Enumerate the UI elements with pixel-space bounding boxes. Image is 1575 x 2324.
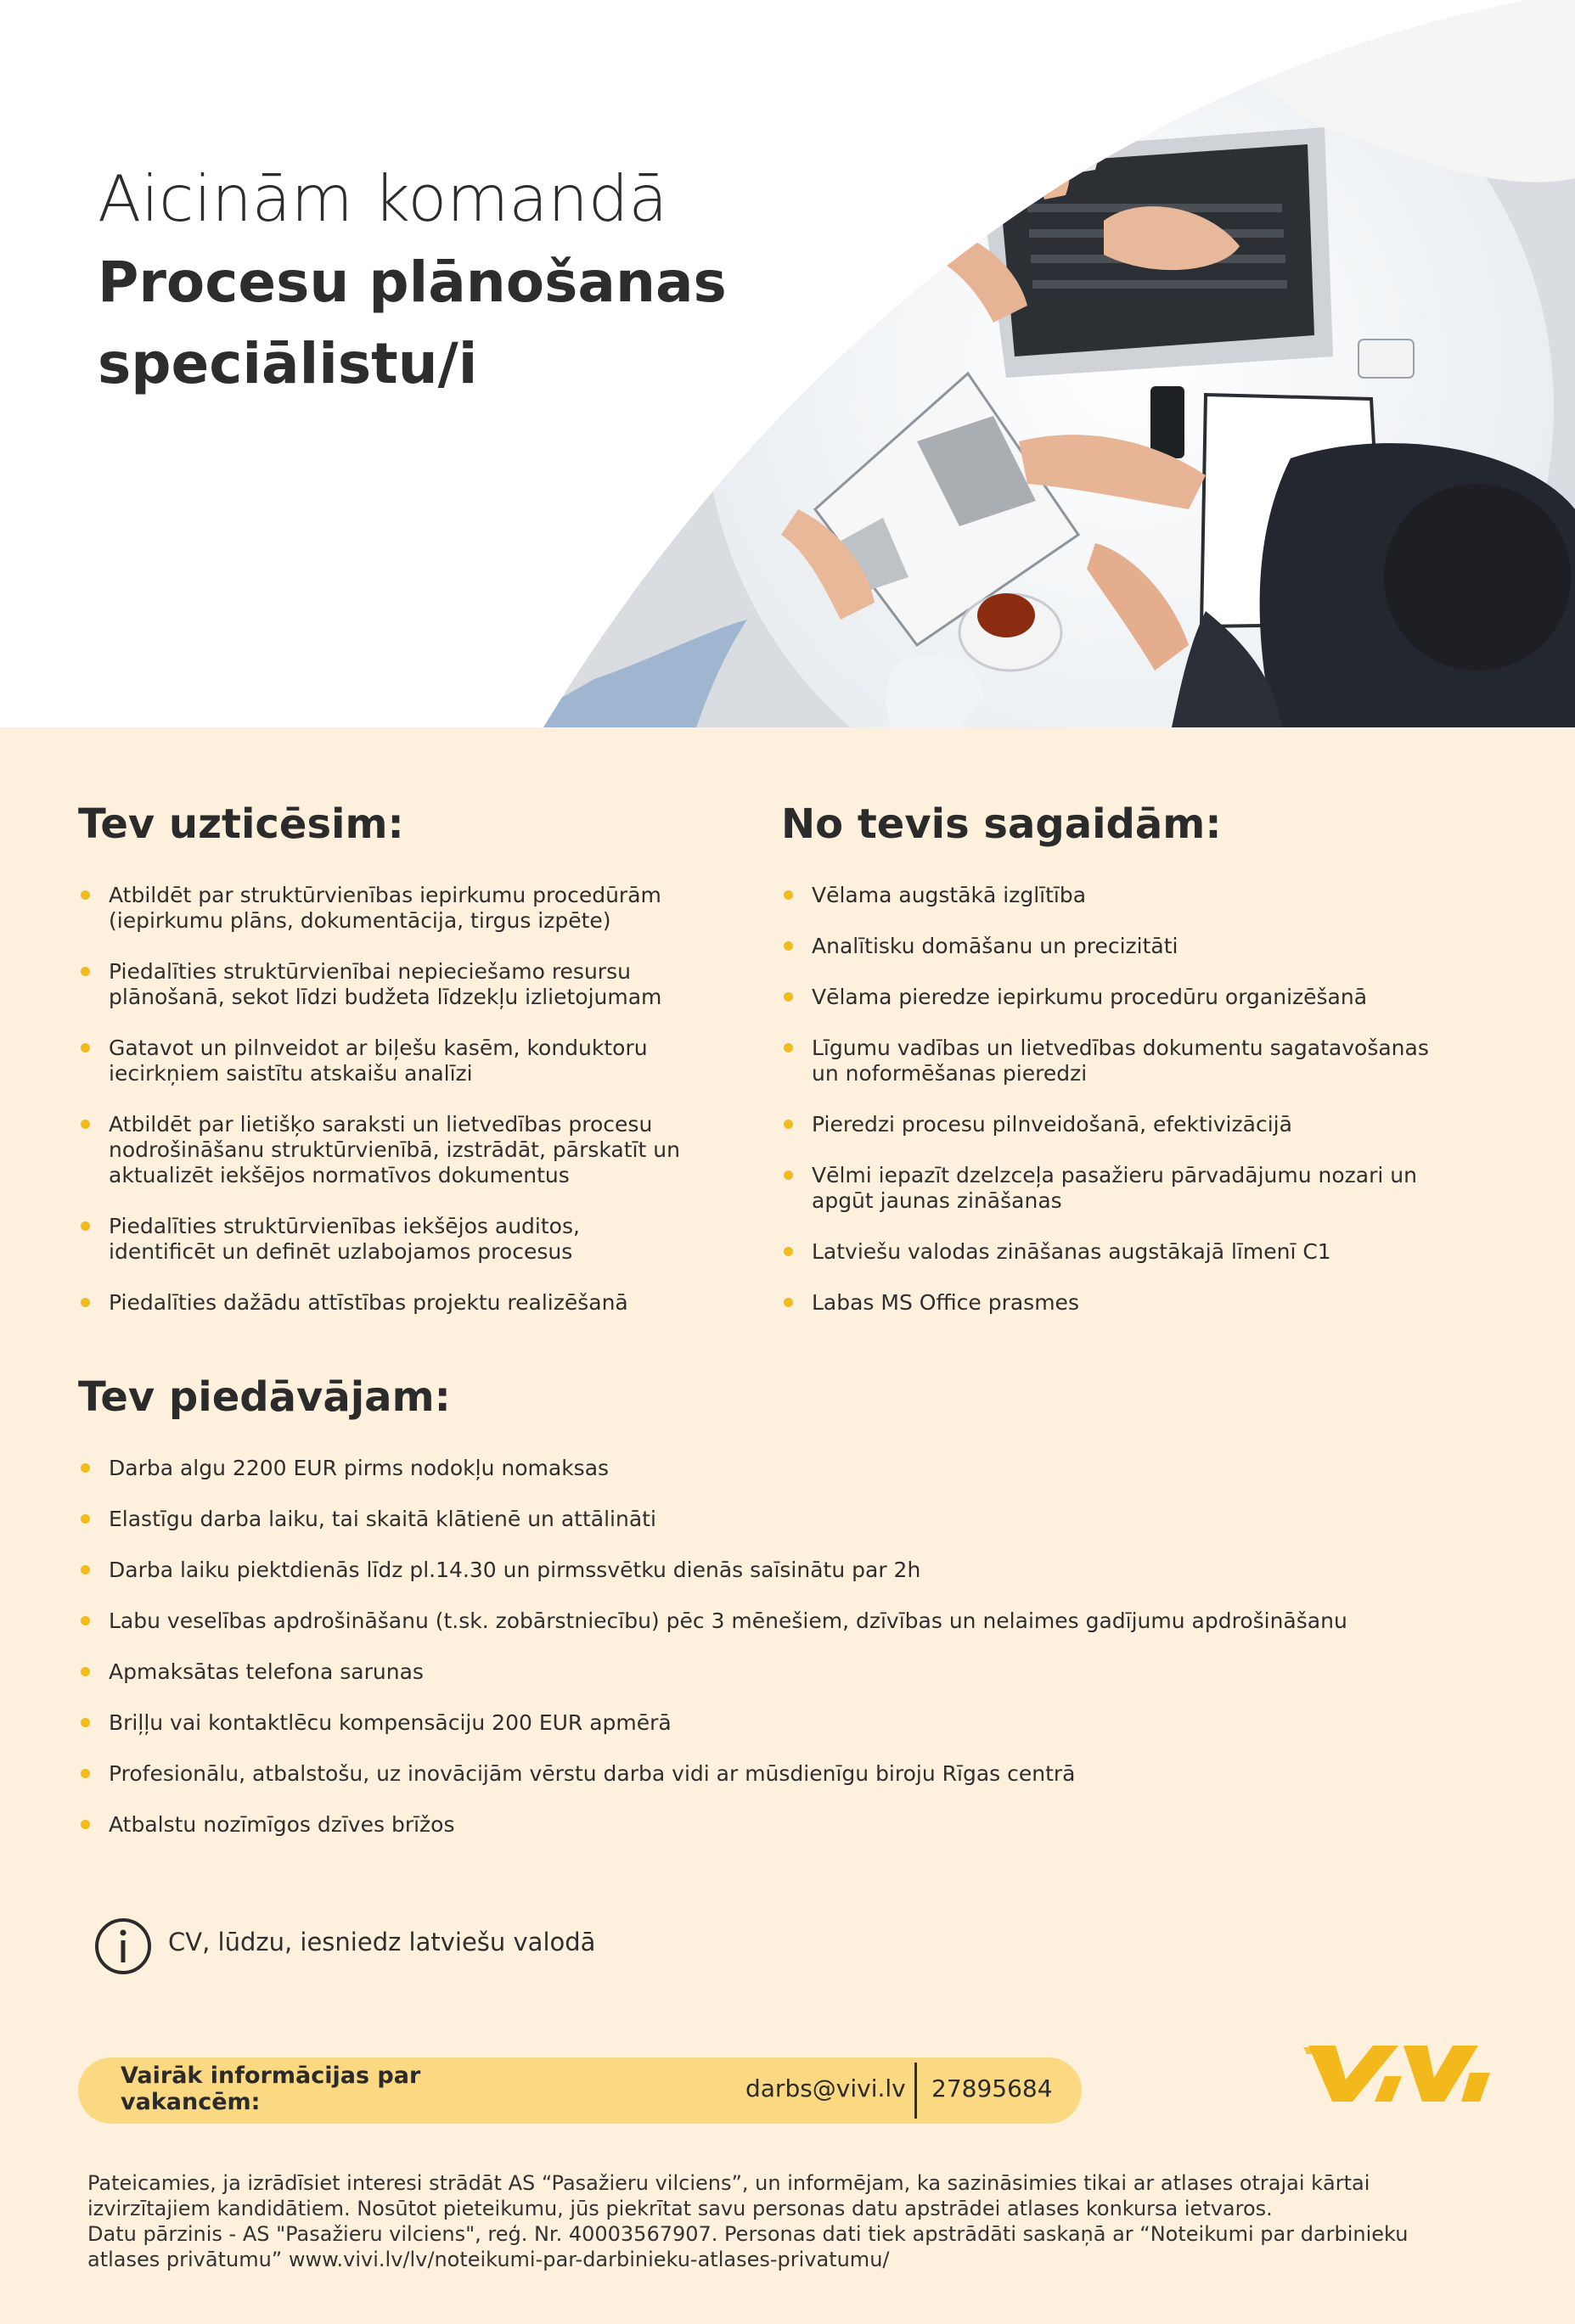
contact-phone[interactable]: 27895684 — [931, 2074, 1053, 2102]
list-item: Vēlmi iepazīt dzelzceļa pasažieru pārvadājumu nozari un apgūt jaunas zināšanas — [781, 1163, 1443, 1214]
list-item: Piedalīties struktūrvienības iekšējos auditos, identificēt un definēt uzlabojamos procesus — [78, 1214, 689, 1265]
list-item: Darba algu 2200 EUR pirms nodokļu nomaksas — [78, 1456, 1437, 1481]
list-item: Darba laiku piektdienās līdz pl.14.30 un pirmssvētku dienās saīsinātu par 2h — [78, 1558, 1437, 1583]
list-item: Līgumu vadības un lietvedības dokumentu sagatavošanas un noformēšanas pieredzi — [781, 1036, 1443, 1086]
requirements-list — [781, 883, 1443, 1341]
footer-disclaimer — [87, 2170, 1480, 2272]
contact-label: Vairāk informācijas par vakancēm: — [121, 2063, 421, 2115]
list-item: Pieredzi procesu pilnveidošanā, efektivizācijā — [781, 1112, 1443, 1137]
requirements-title: No tevis sagaidām: — [781, 800, 1222, 848]
list-item: Apmaksātas telefona sarunas — [78, 1659, 1437, 1685]
list-item: Atbildēt par struktūrvienības iepirkumu procedūrām (iepirkumu plāns, dokumentācija, tirgus izpēte) — [78, 883, 689, 934]
list-item: Labu veselības apdrošināšanu (t.sk. zobārstniecību) pēc 3 mēnešiem, dzīvības un nelaimes gadījumu apdrošināšanu — [78, 1608, 1437, 1634]
list-item: Vēlama pieredze iepirkumu procedūru organizēšanā — [781, 985, 1443, 1010]
list-item: Piedalīties dažādu attīstības projektu realizēšanā — [78, 1290, 689, 1316]
list-item: Atbalstu nozīmīgos dzīves brīžos — [78, 1812, 1437, 1838]
list-item: Vēlama augstākā izglītība — [781, 883, 1443, 908]
header-section — [0, 0, 1575, 727]
contact-divider — [914, 2063, 917, 2119]
footer-data-controller: Datu pārzinis - AS "Pasažieru vilciens", reģ. Nr. 40003567907. Personas dati tiek apstrādāti saskaņā ar “Noteikumi par darbinieku atlases privātumu” www.vivi.lv/lv/noteikumi-par-darbinieku-atlases-privatumu/ — [87, 2222, 1409, 2271]
list-item: Briļļu vai kontaktlēcu kompensāciju 200 EUR apmērā — [78, 1710, 1437, 1736]
list-item: Profesionālu, atbalstošu, uz inovācijām vērstu darba vidi ar mūsdienīgu biroju Rīgas centrā — [78, 1761, 1437, 1787]
vivi-logo — [1303, 2039, 1499, 2107]
contact-bar — [78, 2057, 1082, 2124]
responsibilities-list — [78, 883, 689, 1341]
list-item: Labas MS Office prasmes — [781, 1290, 1443, 1316]
list-item: Piedalīties struktūrvienībai nepieciešamo resursu plānošanā, sekot līdzi budžeta līdzekļu izlietojumam — [78, 959, 689, 1010]
info-icon — [93, 1917, 153, 1976]
intro-text: Aicinām komandā — [98, 161, 668, 236]
list-item: Gatavot un pilnveidot ar biļešu kasēm, konduktoru iecirkņiem saistītu atskaišu analīzi — [78, 1036, 689, 1086]
list-item: Latviešu valodas zināšanas augstākajā līmenī C1 — [781, 1239, 1443, 1265]
offer-title: Tev piedāvājam: — [78, 1373, 451, 1421]
list-item: Atbildēt par lietišķo saraksti un lietvedības procesu nodrošināšanu struktūrvienībā, izstrādāt, pārskatīt un aktualizēt iekšējos normatīvos dokumentus — [78, 1112, 689, 1188]
offer-list — [78, 1456, 1437, 1863]
position-title: Procesu plānošanas speciālistu/i — [98, 250, 727, 396]
cv-language-note: CV, lūdzu, iesniedz latviešu valodā — [168, 1928, 596, 1956]
footer-privacy-notice: Pateicamies, ja izrādīsiet interesi strādāt AS “Pasažieru vilciens”, un informējam, ka sazināsimies tikai ar atlases otrajai kārtai izvirzītajiem kandidātiem. Nosūtot pieteikumu, jūs piekrītat savu personas datu apstrādei atlases konkursa ietvaros. — [87, 2171, 1370, 2220]
list-item: Elastīgu darba laiku, tai skaitā klātienē un attālināti — [78, 1507, 1437, 1532]
list-item: Analītisku domāšanu un precizitāti — [781, 934, 1443, 959]
responsibilities-title: Tev uzticēsim: — [78, 800, 404, 848]
contact-email-link[interactable]: darbs@vivi.lv — [745, 2074, 906, 2102]
